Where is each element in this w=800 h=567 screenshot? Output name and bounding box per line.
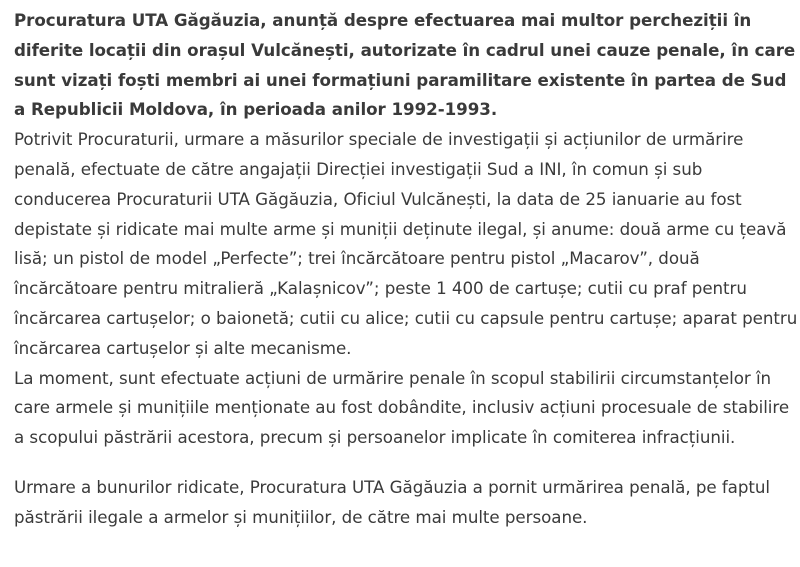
- article-paragraph: Urmare a bunurilor ridicate, Procuratura UTA Găgăuzia a pornit urmărirea penală, pe faptul păstrării ilegale a armelor și munițiilor, de către mai multe persoane.: [14, 476, 770, 527]
- article-lead: Procuratura UTA Găgăuzia, anunță despre efectuarea mai multor percheziții în diferite locații din orașul Vulcănești, autorizate în cadrul unei cauze penale, în care sunt vizați foști membri ai unei formațiuni paramilitare existente în partea de Sud a Republicii Moldova, în perioada anilor 1992-1993.: [14, 10, 796, 120]
- paragraph-spacer: [14, 453, 798, 473]
- article-paragraph: La moment, sunt efectuate acțiuni de urmărire penale în scopul stabilirii circumstanțelor în care armele și munițiile menționate au fost dobândite, inclusiv acțiuni procesuale de stabilire a scopului păstrării acestora, precum și persoanelor implicate în comiterea infracțiunii.: [14, 367, 790, 448]
- article-paragraph: Potrivit Procuraturii, urmare a măsurilor speciale de investigații și acțiunilor de urmărire penală, efectuate de către angajații Direcției investigații Sud a INI, în comun și sub conducerea Procuraturii UTA Găgăuzia, Oficiul Vulcănești, la data de 25 ianuarie au fost depistate și ridicate mai multe arme și muniții deținute ilegal, și anume: două arme cu țeavă lisă; un pistol de model „Perfecte”; trei încărcătoare pentru pistol „Macarov”, două încărcătoare pentru mitralieră „Kalașnicov”; peste 1 400 de cartușe; cutii cu praf pentru încărcarea cartușelor; o baionetă; cutii cu alice; cutii cu capsule pentru cartușe; aparat pentru încărcarea cartușelor și alte mecanisme.: [14, 129, 798, 358]
- article-body: [14, 6, 798, 533]
